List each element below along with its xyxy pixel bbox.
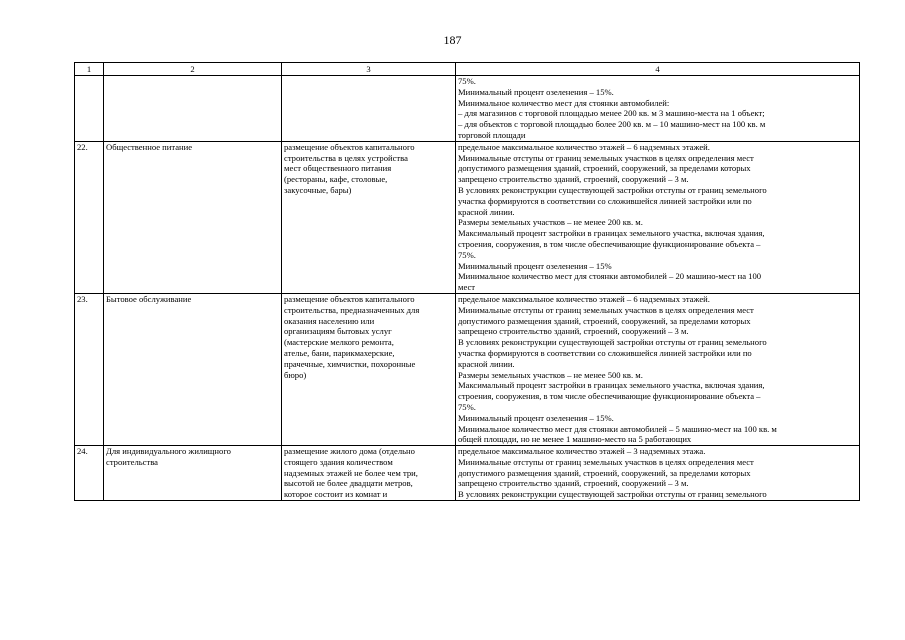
row-parameters-line: В условиях реконструкции существующей застройки отступы от границ земельного xyxy=(458,184,767,195)
row-description-line: организациям бытовых услуг xyxy=(284,326,392,337)
row-parameters-line: – для магазинов с торговой площадью менее 200 кв. м 3 машино-места на 1 объект; xyxy=(458,108,765,119)
row-name-cell xyxy=(104,76,282,142)
row-parameters-line: Минимальное количество мест для стоянки автомобилей: xyxy=(458,97,670,108)
row-parameters-line: допустимого размещения зданий, строений, сооружений, за пределами которых xyxy=(458,163,751,174)
row-parameters-line: Минимальный процент озеленения – 15% xyxy=(458,260,612,271)
row-parameters-line: допустимого размещения зданий, строений, сооружений, за пределами которых xyxy=(458,467,751,478)
table-row xyxy=(75,446,860,501)
row-description-line: (рестораны, кафе, столовые, xyxy=(284,174,388,185)
row-parameters-line: участка формируются в соответствии со сложившейся линией застройки или по xyxy=(458,347,752,358)
row-parameters-line: 75%. xyxy=(458,249,476,260)
row-name-line: строительства xyxy=(106,456,158,467)
row-description-cell xyxy=(282,446,456,501)
row-parameters-line: Размеры земельных участков – не менее 200 кв. м. xyxy=(458,217,643,228)
row-parameters-line: торговой площади xyxy=(458,129,526,140)
row-description-line: мест общественного питания xyxy=(284,163,392,174)
row-description-line: бюро) xyxy=(284,369,307,380)
row-parameters-line: строения, сооружения, в том числе обеспечивающие функционирование объекта – xyxy=(458,238,761,249)
row-description-line: закусочные, бары) xyxy=(284,184,352,195)
row-number-cell xyxy=(75,76,104,142)
row-parameters-cell xyxy=(456,76,860,142)
row-description-line: которое состоит из комнат и xyxy=(284,489,388,500)
row-description-cell xyxy=(282,76,456,142)
row-description-line: размещение объектов капитального xyxy=(284,293,415,304)
row-parameters-line: красной линии. xyxy=(458,206,515,217)
row-description-line: оказания населению или xyxy=(284,315,375,326)
row-parameters-line: Минимальные отступы от границ земельных участков в целях определения мест xyxy=(458,304,754,315)
row-parameters-line: В условиях реконструкции существующей застройки отступы от границ земельного xyxy=(458,489,767,500)
row-parameters-line: участка формируются в соответствии со сложившейся линией застройки или по xyxy=(458,195,752,206)
row-name-line: Общественное питание xyxy=(106,141,193,152)
row-parameters-line: 75%. xyxy=(458,401,476,412)
page-number: 187 xyxy=(443,33,462,47)
row-parameters-cell xyxy=(456,293,860,445)
table-row xyxy=(75,293,860,445)
table-row xyxy=(75,76,860,142)
row-parameters-line: Минимальные отступы от границ земельных участков в целях определения мест xyxy=(458,152,754,163)
regulations-table xyxy=(74,62,860,501)
header-cell-name: 2 xyxy=(104,63,282,76)
row-parameters-line: запрещено строительство зданий, строений, сооружений – 3 м. xyxy=(458,326,689,337)
row-description-line: размещение жилого дома (отдельно xyxy=(284,446,415,457)
row-parameters-line: предельное максимальное количество этажей – 6 надземных этажей. xyxy=(458,293,710,304)
row-parameters-line: запрещено строительство зданий, строений, сооружений – 3 м. xyxy=(458,174,689,185)
row-parameters-line: Минимальное количество мест для стоянки автомобилей – 5 машино-мест на 100 кв. м xyxy=(458,423,777,434)
row-parameters-line: предельное максимальное количество этажей – 6 надземных этажей. xyxy=(458,141,710,152)
row-name-cell xyxy=(104,293,282,445)
row-parameters-line: общей площади, но не менее 1 машино-место на 5 работающих xyxy=(458,434,692,445)
row-parameters-line: строения, сооружения, в том числе обеспечивающие функционирование объекта – xyxy=(458,391,761,402)
row-parameters-line: 75%. xyxy=(458,76,476,86)
row-parameters-line: Максимальный процент застройки в границах земельного участка, включая здания, xyxy=(458,380,765,391)
table-row xyxy=(75,141,860,293)
row-description-line: (мастерские мелкого ремонта, xyxy=(284,337,394,348)
row-name-cell xyxy=(104,446,282,501)
row-parameters-line: предельное максимальное количество этажей – 3 надземных этажа. xyxy=(458,446,706,457)
table-header-row xyxy=(75,63,860,76)
row-description-line: строительства в целях устройства xyxy=(284,152,408,163)
row-parameters-cell xyxy=(456,446,860,501)
row-parameters-line: допустимого размещения зданий, строений, сооружений, за пределами которых xyxy=(458,315,751,326)
header-cell-number: 1 xyxy=(75,63,104,76)
header-cell-description: 3 xyxy=(282,63,456,76)
row-name-cell xyxy=(104,141,282,293)
row-parameters-line: Минимальные отступы от границ земельных участков в целях определения мест xyxy=(458,456,754,467)
row-description-line: размещение объектов капитального xyxy=(284,141,415,152)
row-number-cell: 23. xyxy=(75,293,104,445)
row-name-line: Бытовое обслуживание xyxy=(106,293,192,304)
row-description-line: ателье, бани, парикмахерские, xyxy=(284,347,395,358)
header-cell-parameters: 4 xyxy=(456,63,860,76)
row-parameters-line: Максимальный процент застройки в границах земельного участка, включая здания, xyxy=(458,228,765,239)
row-parameters-line: В условиях реконструкции существующей застройки отступы от границ земельного xyxy=(458,337,767,348)
row-description-line: высотой не более двадцати метров, xyxy=(284,478,413,489)
row-number-cell: 22. xyxy=(75,141,104,293)
row-description-cell xyxy=(282,293,456,445)
row-parameters-line: Минимальный процент озеленения – 15%. xyxy=(458,86,614,97)
row-parameters-line: – для объектов с торговой площадью более 200 кв. м – 10 машино-мест на 100 кв. м xyxy=(458,119,766,130)
row-description-line: стоящего здания количеством xyxy=(284,456,393,467)
row-parameters-line: красной линии. xyxy=(458,358,515,369)
row-parameters-line: Размеры земельных участков – не менее 500 кв. м. xyxy=(458,369,643,380)
row-description-line: строительства, предназначенных для xyxy=(284,304,420,315)
row-name-line: Для индивидуального жилищного xyxy=(106,446,231,457)
row-description-cell xyxy=(282,141,456,293)
row-description-line: прачечные, химчистки, похоронные xyxy=(284,358,416,369)
row-parameters-line: Минимальный процент озеленения – 15%. xyxy=(458,412,614,423)
row-parameters-line: мест xyxy=(458,282,476,293)
row-number-cell: 24. xyxy=(75,446,104,501)
row-parameters-line: Минимальное количество мест для стоянки автомобилей – 20 машино-мест на 100 xyxy=(458,271,762,282)
row-description-line: надземных этажей не более чем три, xyxy=(284,467,418,478)
row-parameters-cell xyxy=(456,141,860,293)
row-parameters-line: запрещено строительство зданий, строений, сооружений – 3 м. xyxy=(458,478,689,489)
